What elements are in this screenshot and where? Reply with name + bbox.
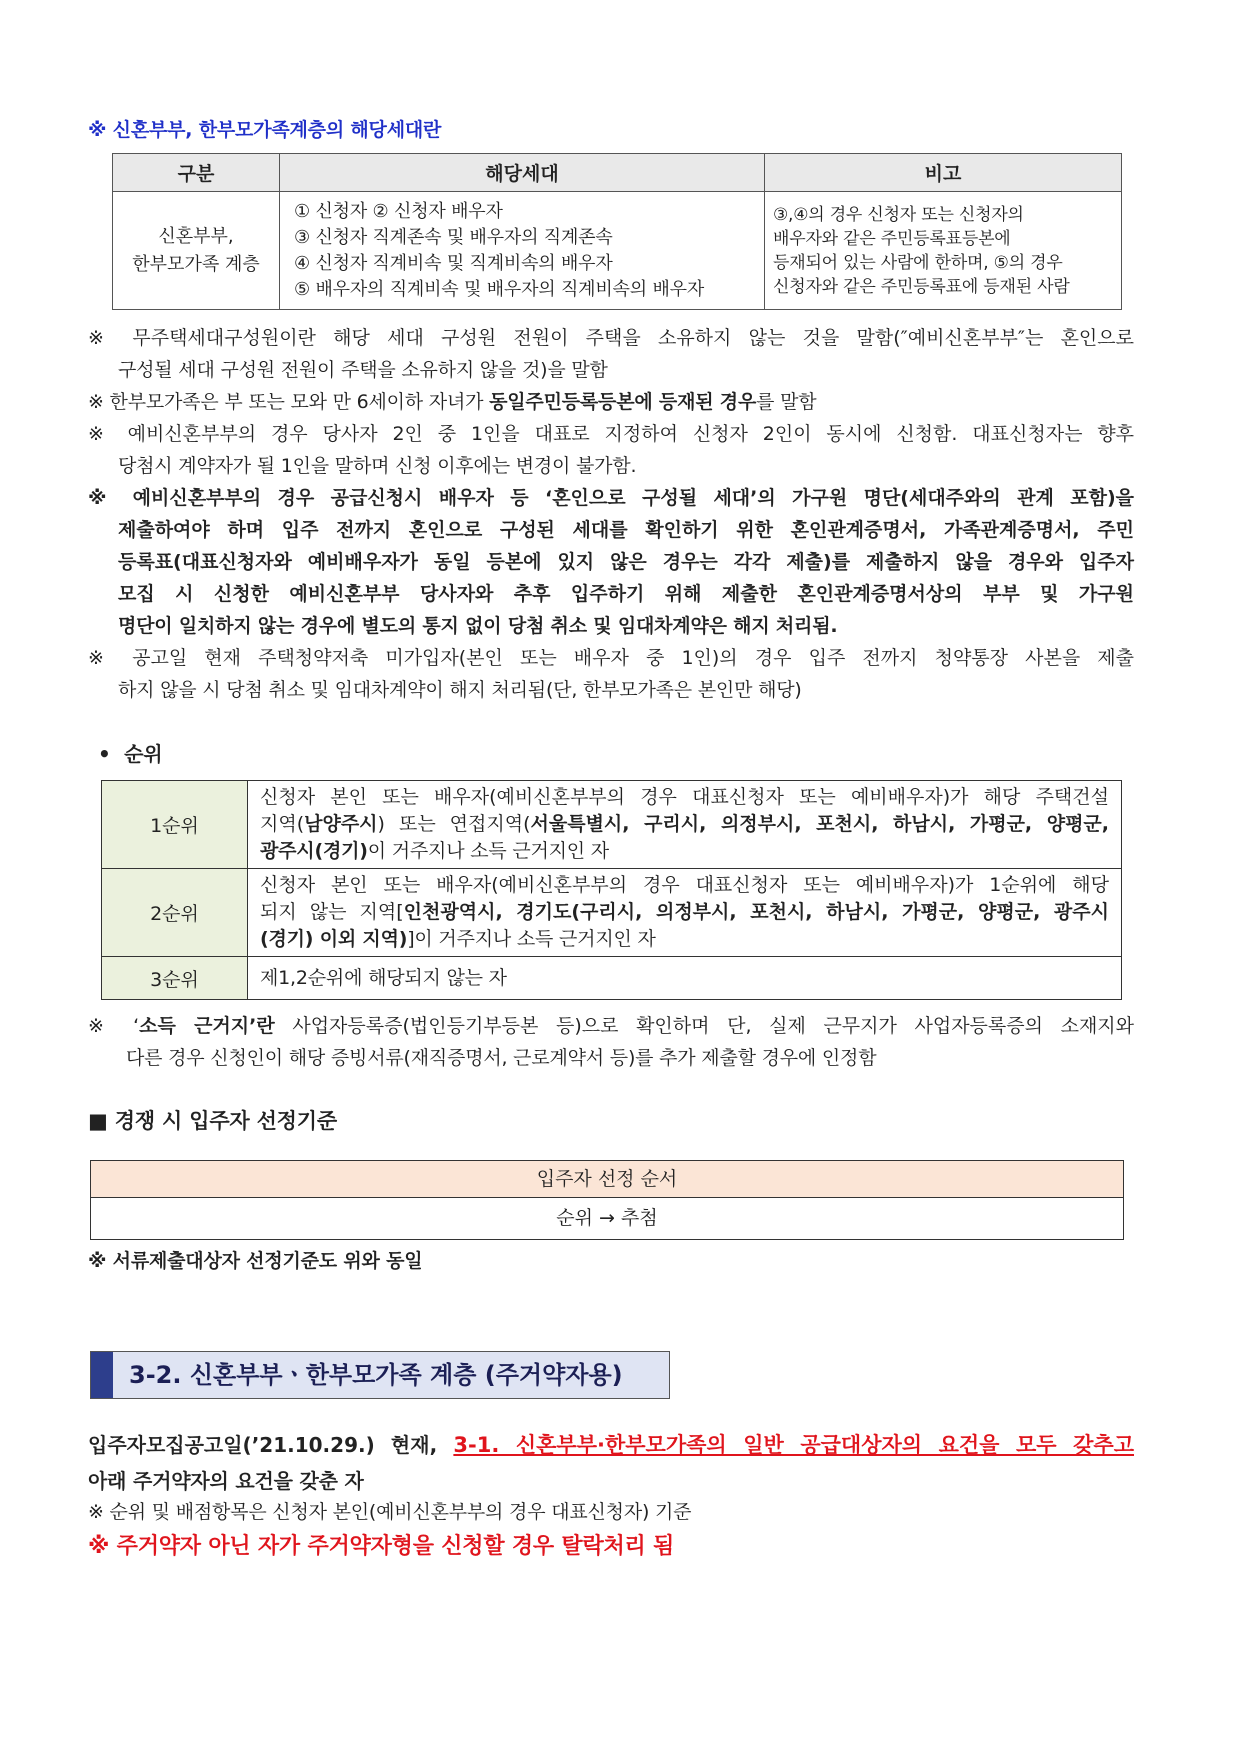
rank-text: 지역( [260, 813, 305, 835]
header-remarks: 비고 [765, 154, 1122, 192]
category-cell [113, 192, 280, 310]
rank-row [102, 957, 1122, 1000]
note-single-parent [88, 386, 816, 418]
note-line: 등록표(대표신청자와 예비배우자가 동일 등본에 있지 않은 경우는 각각 제출)를 제출하지 않을 경우와 입주자 [118, 551, 1134, 573]
rank-text: 이 거주지나 소득 근거지인 자 [367, 840, 609, 862]
intro-emphasis: 3-1. 신혼부부·한부모가족의 일반 공급대상자의 요건을 모두 갖추고 [453, 1433, 1134, 1457]
selection-value: 순위 → 추첨 [556, 1207, 658, 1229]
note-line: 제출하여야 하며 입주 전까지 혼인으로 구성된 세대를 확인하기 위한 혼인관계증명서, 가족관계증명서, 주민 [118, 519, 1134, 541]
remark-line: 배우자와 같은 주민등록표등본에 [773, 228, 1011, 249]
header-members: 해당세대 [280, 154, 765, 192]
category-line: 한부모가족 계층 [132, 253, 260, 275]
bullet-icon: • [98, 742, 125, 766]
rank-heading [98, 738, 162, 767]
note-text: 사업자등록증(법인등기부등본 등)으로 확인하며 단, 실제 근무지가 사업자등록증의 소재지와 [274, 1015, 1135, 1037]
note-emphasis: 동일주민등록등본에 등재된 경우 [489, 391, 757, 413]
member-line: ③ 신청자 직계존속 및 배우자의 직계존속 [294, 226, 613, 248]
rank-label: 1순위 [102, 781, 248, 869]
rank-description [248, 869, 1122, 957]
member-line: ① 신청자 ② 신청자 배우자 [294, 200, 503, 222]
members-cell [280, 192, 765, 310]
section-title-bar [91, 1352, 113, 1398]
member-line: ⑤ 배우자의 직계비속 및 배우자의 직계비속의 배우자 [294, 278, 705, 300]
rank-label: 3순위 [102, 957, 248, 1000]
document-note: ※ 서류제출대상자 선정기준도 위와 동일 [88, 1250, 423, 1272]
note-text: 를 말함 [756, 391, 817, 413]
rank-line: 신청자 본인 또는 배우자(예비신혼부부의 경우 대표신청자 또는 예비배우자)가 해당 주택건설 [260, 786, 1109, 808]
note-line: 구성될 세대 구성원 전원이 주택을 소유하지 않을 것)을 말함 [118, 359, 608, 381]
note-no-house [88, 322, 1134, 386]
note-prospective-documents [88, 482, 1134, 642]
note-line: 모집 시 신청한 예비신혼부부 당사자와 추후 입주하기 위해 제출한 혼인관계증명서상의 부부 및 가구원 [118, 583, 1134, 605]
note-emphasis: 소득 근거지’란 [139, 1015, 275, 1037]
note-line: 다른 경우 신청인이 해당 증빙서류(재직증명서, 근로계약서 등)를 추가 제출할 경우에 인정함 [126, 1047, 877, 1069]
rank-row [102, 781, 1122, 869]
rank-basis-note: ※ 순위 및 배점항목은 신청자 본인(예비신혼부부의 경우 대표신청자) 기준 [88, 1501, 692, 1523]
rank-text: ) 또는 연접지역( [377, 813, 531, 835]
intro-text: 아래 주거약자의 요건을 갖춘 자 [88, 1469, 364, 1493]
note-line: ※ 예비신혼부부의 경우 공급신청시 배우자 등 ‘혼인으로 구성될 세대’의 가구원 명단(세대주와의 관계 포함)을 [88, 487, 1134, 509]
rank-line: 신청자 본인 또는 배우자(예비신혼부부의 경우 대표신청자 또는 예비배우자)가 1순위에 해당 [260, 874, 1109, 896]
rank-text: 되지 않는 지역[ [260, 901, 404, 923]
note-text: ※ ‘ [88, 1015, 140, 1037]
remark-line: 신청자와 같은 주민등록표에 등재된 사람 [773, 276, 1070, 297]
income-base-note [88, 1010, 1134, 1074]
note-line: ※ 무주택세대구성원이란 해당 세대 구성원 전원이 주택을 소유하지 않는 것을 말함(″예비신혼부부″는 혼인으로 [88, 327, 1134, 349]
header-category: 구분 [113, 154, 280, 192]
rank-emphasis: 광주시(경기) [260, 840, 368, 862]
intro-text: 입주자모집공고일(’21.10.29.) 현재, [88, 1433, 454, 1457]
rank-emphasis: (경기) 이외 지역) [260, 928, 408, 950]
note-savings-account [88, 642, 1134, 706]
competition-heading: ■ 경쟁 시 입주자 선정기준 [88, 1109, 337, 1133]
rank-text: ]이 거주지나 소득 근거지인 자 [407, 928, 656, 950]
section-title-text: 3-2. 신혼부부ㆍ한부모가족 계층 (주거약자용) [129, 1361, 623, 1389]
remark-line: 등재되어 있는 사람에 한하며, ⑤의 경우 [773, 252, 1063, 273]
rank-row [102, 869, 1122, 957]
warning-note: ※ 주거약자 아닌 자가 주거약자형을 신청할 경우 탈락처리 됨 [88, 1534, 675, 1559]
rank-table [101, 780, 1122, 1000]
note-line: ※ 예비신혼부부의 경우 당사자 2인 중 1인을 대표로 지정하여 신청자 2인이 동시에 신청함. 대표신청자는 향후 [88, 423, 1134, 445]
note-line: 당첨시 계약자가 될 1인을 말하며 신청 이후에는 변경이 불가함. [118, 455, 637, 477]
note-line: 명단이 일치하지 않는 경우에 별도의 통지 없이 당첨 취소 및 임대차계약은 해지 처리됨. [118, 615, 838, 637]
note-line: 하지 않을 시 당첨 취소 및 임대차계약이 해지 처리됨(단, 한부모가족은 본인만 해당) [118, 679, 802, 701]
rank-label: 2순위 [102, 869, 248, 957]
selection-order-box [90, 1160, 1124, 1240]
rank-emphasis: 서울특별시, 구리시, 의정부시, 포천시, 하남시, 가평군, 양평군, [530, 813, 1110, 835]
note-text: ※ 한부모가족은 부 또는 모와 만 6세이하 자녀가 [88, 391, 490, 413]
member-line: ④ 신청자 직계비속 및 직계비속의 배우자 [294, 252, 613, 274]
category-line: 신혼부부, [158, 225, 234, 247]
rank-description [248, 781, 1122, 869]
household-table [112, 153, 1122, 310]
remarks-cell [765, 192, 1122, 310]
intro-paragraph [88, 1427, 1134, 1499]
note-prospective-couple [88, 418, 1134, 482]
remark-line: ③,④의 경우 신청자 또는 신청자의 [773, 204, 1024, 225]
rank-heading-text: 순위 [124, 742, 163, 766]
section-title [90, 1351, 670, 1399]
note-line: ※ 공고일 현재 주택청약저축 미가입자(본인 또는 배우자 중 1인)의 경우 입주 전까지 청약통장 사본을 제출 [88, 647, 1134, 669]
rank-emphasis: 남양주시 [304, 813, 378, 835]
rank-description: 제1,2순위에 해당되지 않는 자 [248, 957, 1122, 1000]
household-note-title: ※ 신혼부부, 한부모가족계층의 해당세대란 [88, 119, 442, 141]
selection-header: 입주자 선정 순서 [91, 1161, 1123, 1198]
rank-emphasis: 인천광역시, 경기도(구리시, 의정부시, 포천시, 하남시, 가평군, 양평군, 광주시 [403, 901, 1109, 923]
